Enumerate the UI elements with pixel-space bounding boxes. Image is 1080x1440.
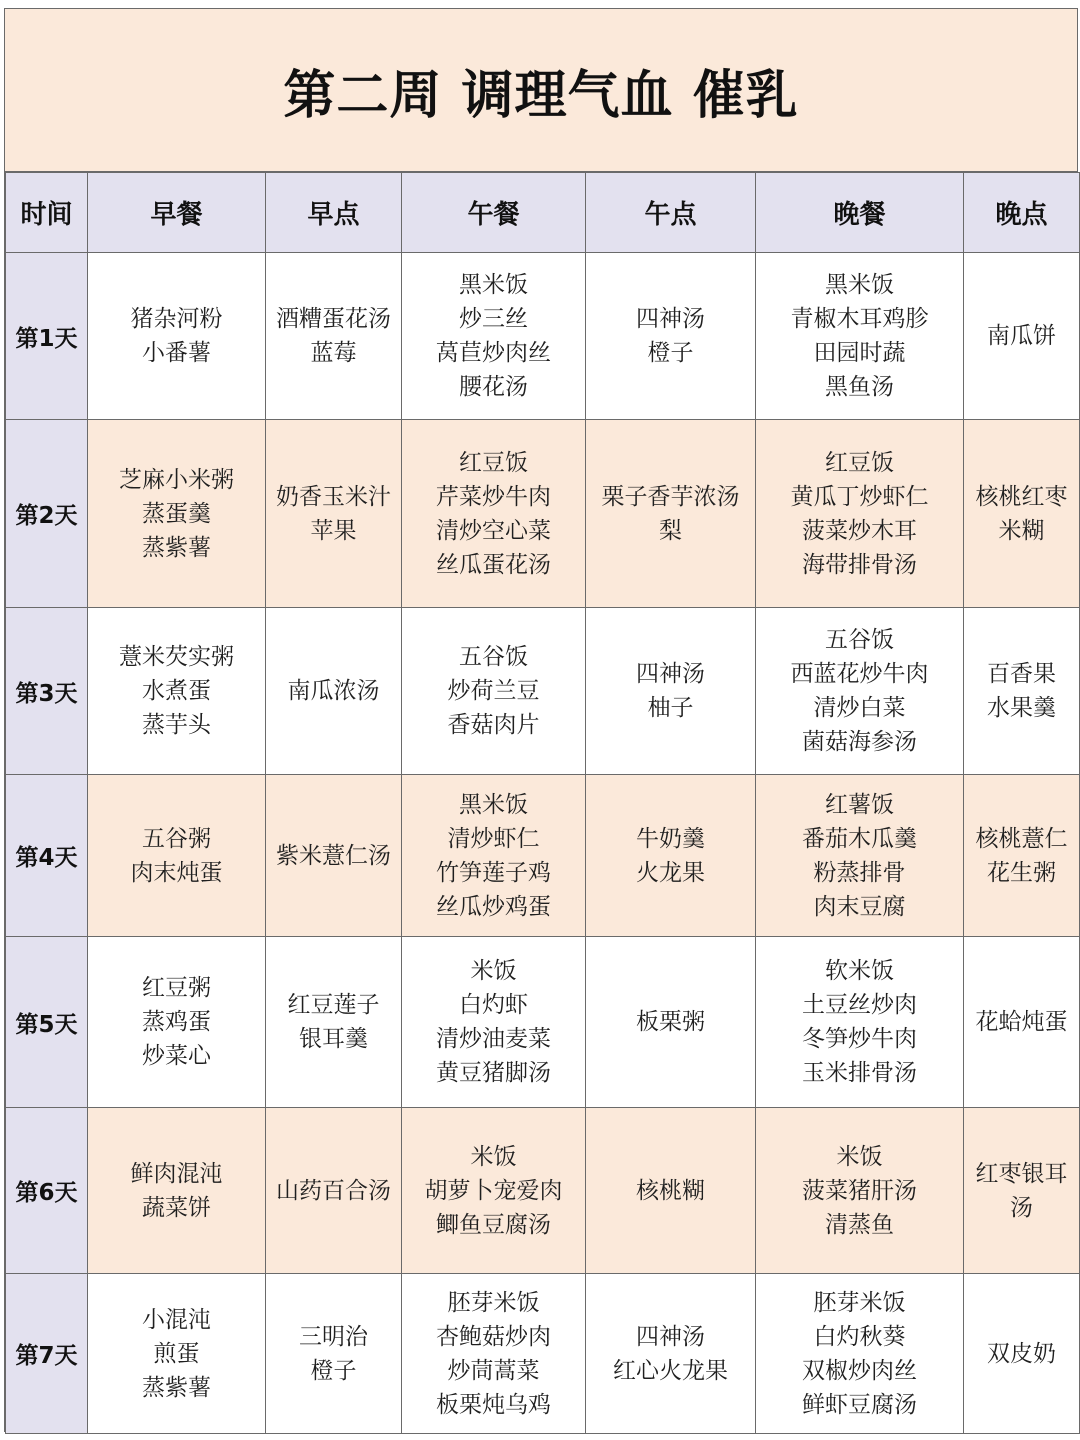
menu-item: 土豆丝炒肉 [802, 992, 917, 1018]
menu-item: 薏米芡实粥 [119, 644, 234, 670]
header-night-snack: 晚点 [964, 173, 1080, 253]
menu-item: 芝麻小米粥 [119, 466, 234, 493]
menu-item: 银耳羹 [299, 1026, 368, 1052]
header-row [6, 173, 1080, 253]
menu-item: 四神汤 [636, 306, 705, 332]
menu-item: 柚子 [647, 695, 694, 721]
cell-night-snack [964, 608, 1080, 775]
cell-morning-snack [266, 420, 402, 608]
cell-breakfast [88, 937, 266, 1108]
menu-item: 牛奶羹 [636, 825, 705, 852]
table-row [6, 937, 1080, 1108]
cell-dinner [756, 253, 964, 420]
menu-item: 红豆粥 [142, 975, 211, 1001]
day-label: 第5天 [6, 937, 88, 1108]
menu-item: 核桃红枣米糊 [975, 483, 1068, 544]
menu-item: 核桃糊 [636, 1177, 705, 1204]
menu-item: 蒸紫薯 [142, 1374, 211, 1401]
cell-morning-snack [266, 775, 402, 937]
menu-item: 南瓜饼 [987, 323, 1056, 349]
menu-item: 清炒油麦菜 [436, 1026, 551, 1052]
menu-item: 蒸紫薯 [142, 534, 211, 561]
menu-item: 梨 [659, 517, 682, 544]
table-row [6, 775, 1080, 937]
menu-item: 五谷饭 [825, 627, 894, 653]
cell-lunch [402, 608, 586, 775]
menu-item: 黑米饭 [825, 272, 894, 298]
menu-item: 竹笋莲子鸡 [436, 859, 551, 886]
menu-item: 菠菜炒木耳 [802, 517, 917, 544]
menu-item: 米饭 [470, 958, 517, 984]
menu-item: 炒茼蒿菜 [447, 1357, 540, 1384]
menu-item: 三明治 [299, 1323, 368, 1350]
menu-item: 红薯饭 [825, 791, 894, 818]
menu-item: 板栗炖乌鸡 [436, 1391, 551, 1418]
header-time: 时间 [6, 173, 88, 253]
header-lunch: 午餐 [402, 173, 586, 253]
cell-afternoon-snack [586, 420, 756, 608]
menu-item: 五谷饭 [459, 644, 528, 670]
cell-lunch [402, 1108, 586, 1274]
menu-item: 紫米薏仁汤 [276, 842, 391, 869]
cell-night-snack [964, 253, 1080, 420]
menu-item: 莴苣炒肉丝 [436, 340, 551, 366]
menu-item: 丝瓜蛋花汤 [436, 551, 551, 578]
cell-afternoon-snack [586, 1274, 756, 1434]
menu-item: 橙子 [647, 340, 694, 366]
menu-item: 煎蛋 [153, 1340, 200, 1367]
menu-item: 鲫鱼豆腐汤 [436, 1211, 551, 1238]
menu-item: 鲜肉混沌 [130, 1160, 223, 1187]
menu-item: 白灼秋葵 [813, 1323, 906, 1350]
menu-item: 清炒虾仁 [447, 825, 540, 852]
menu-item: 花蛤炖蛋 [975, 1009, 1068, 1035]
menu-item: 红豆饭 [459, 449, 528, 476]
menu-item: 红豆莲子 [287, 992, 380, 1018]
menu-item: 香菇肉片 [447, 712, 540, 738]
menu-item: 五谷粥 [142, 825, 211, 852]
menu-item: 清蒸鱼 [825, 1211, 894, 1238]
meal-plan-sheet [4, 8, 1078, 1432]
menu-item: 菠菜猪肝汤 [802, 1177, 917, 1204]
cell-breakfast [88, 608, 266, 775]
menu-item: 胚芽米饭 [813, 1289, 906, 1316]
cell-dinner [756, 420, 964, 608]
menu-item: 清炒空心菜 [436, 517, 551, 544]
cell-afternoon-snack [586, 608, 756, 775]
menu-item: 双皮奶 [987, 1340, 1056, 1367]
menu-item: 玉米排骨汤 [802, 1060, 917, 1086]
cell-lunch [402, 420, 586, 608]
menu-item: 苹果 [310, 517, 357, 544]
cell-breakfast [88, 1274, 266, 1434]
page-title: 第二周 调理气血 催乳 [283, 65, 799, 126]
menu-item: 芹菜炒牛肉 [436, 483, 551, 510]
table-row [6, 608, 1080, 775]
menu-item: 南瓜浓汤 [287, 678, 380, 704]
menu-item: 田园时蔬 [813, 340, 906, 366]
table-row [6, 420, 1080, 608]
menu-item: 红枣银耳汤 [975, 1160, 1068, 1221]
menu-item: 黑米饭 [459, 791, 528, 818]
menu-item: 米饭 [470, 1143, 517, 1170]
menu-item: 栗子香芋浓汤 [601, 483, 740, 510]
menu-item: 软米饭 [825, 958, 894, 984]
day-label: 第7天 [6, 1274, 88, 1434]
menu-item: 四神汤 [636, 661, 705, 687]
menu-item: 小番薯 [142, 340, 211, 366]
menu-item: 小混沌 [142, 1306, 211, 1333]
menu-item: 酒糟蛋花汤 [276, 306, 391, 332]
menu-item: 炒菜心 [142, 1043, 211, 1069]
header-afternoon-snack: 午点 [586, 173, 756, 253]
menu-item: 丝瓜炒鸡蛋 [436, 893, 551, 920]
menu-item: 橙子 [310, 1357, 357, 1384]
menu-item: 清炒白菜 [813, 695, 906, 721]
day-label: 第3天 [6, 608, 88, 775]
cell-night-snack [964, 937, 1080, 1108]
cell-dinner [756, 937, 964, 1108]
menu-item: 蒸鸡蛋 [142, 1009, 211, 1035]
menu-item: 炒三丝 [459, 306, 528, 332]
day-label: 第6天 [6, 1108, 88, 1274]
menu-item: 粉蒸排骨 [813, 859, 906, 886]
menu-item: 杏鲍菇炒肉 [436, 1323, 551, 1350]
menu-item: 猪杂河粉 [130, 306, 223, 332]
cell-afternoon-snack [586, 253, 756, 420]
cell-night-snack [964, 420, 1080, 608]
table-row [6, 253, 1080, 420]
header-dinner: 晚餐 [756, 173, 964, 253]
cell-morning-snack [266, 608, 402, 775]
cell-breakfast [88, 420, 266, 608]
day-label: 第2天 [6, 420, 88, 608]
menu-item: 菌菇海参汤 [802, 729, 917, 755]
menu-item: 蓝莓 [310, 340, 357, 366]
menu-item: 腰花汤 [459, 374, 528, 400]
menu-item: 黑米饭 [459, 272, 528, 298]
menu-item: 黑鱼汤 [825, 374, 894, 400]
menu-item: 肉末豆腐 [813, 893, 906, 920]
day-label: 第4天 [6, 775, 88, 937]
menu-item: 青椒木耳鸡胗 [790, 306, 929, 332]
cell-night-snack [964, 1108, 1080, 1274]
menu-item: 蒸芋头 [142, 712, 211, 738]
cell-night-snack [964, 1274, 1080, 1434]
menu-item: 番茄木瓜羹 [802, 825, 917, 852]
header-morning-snack: 早点 [266, 173, 402, 253]
cell-dinner [756, 1108, 964, 1274]
menu-item: 火龙果 [636, 859, 705, 886]
menu-item: 炒荷兰豆 [447, 678, 540, 704]
day-label: 第1天 [6, 253, 88, 420]
menu-item: 黄瓜丁炒虾仁 [790, 483, 929, 510]
cell-lunch [402, 775, 586, 937]
cell-afternoon-snack [586, 1108, 756, 1274]
cell-afternoon-snack [586, 775, 756, 937]
menu-item: 红豆饭 [825, 449, 894, 476]
menu-item: 板栗粥 [636, 1009, 705, 1035]
menu-item: 山药百合汤 [276, 1177, 391, 1204]
menu-item: 四神汤 [636, 1323, 705, 1350]
menu-item: 水煮蛋 [142, 678, 211, 704]
menu-item: 米饭 [836, 1143, 883, 1170]
menu-item: 百香果 [987, 661, 1056, 687]
menu-item: 蒸蛋羹 [142, 500, 211, 527]
menu-item: 胡萝卜宠爱肉 [424, 1177, 563, 1204]
menu-item: 白灼虾 [459, 992, 528, 1018]
meal-table [5, 172, 1080, 1434]
cell-morning-snack [266, 937, 402, 1108]
menu-item: 冬笋炒牛肉 [802, 1026, 917, 1052]
header-breakfast: 早餐 [88, 173, 266, 253]
cell-lunch [402, 937, 586, 1108]
cell-morning-snack [266, 1108, 402, 1274]
table-row [6, 1108, 1080, 1274]
cell-night-snack [964, 775, 1080, 937]
cell-breakfast [88, 1108, 266, 1274]
cell-morning-snack [266, 253, 402, 420]
menu-item: 蔬菜饼 [142, 1194, 211, 1221]
menu-item: 胚芽米饭 [447, 1289, 540, 1316]
menu-item: 鲜虾豆腐汤 [802, 1391, 917, 1418]
menu-item: 奶香玉米汁 [276, 483, 391, 510]
menu-item: 核桃薏仁花生粥 [975, 825, 1068, 886]
menu-item: 红心火龙果 [613, 1357, 728, 1384]
title-banner [5, 9, 1077, 172]
cell-lunch [402, 253, 586, 420]
menu-item: 水果羹 [987, 695, 1056, 721]
cell-dinner [756, 608, 964, 775]
cell-afternoon-snack [586, 937, 756, 1108]
menu-item: 黄豆猪脚汤 [436, 1060, 551, 1086]
cell-breakfast [88, 775, 266, 937]
cell-breakfast [88, 253, 266, 420]
cell-dinner [756, 775, 964, 937]
cell-lunch [402, 1274, 586, 1434]
menu-item: 海带排骨汤 [802, 551, 917, 578]
menu-item: 双椒炒肉丝 [802, 1357, 917, 1384]
menu-item: 肉末炖蛋 [130, 859, 223, 886]
cell-morning-snack [266, 1274, 402, 1434]
menu-item: 西蓝花炒牛肉 [790, 661, 929, 687]
cell-dinner [756, 1274, 964, 1434]
table-row [6, 1274, 1080, 1434]
